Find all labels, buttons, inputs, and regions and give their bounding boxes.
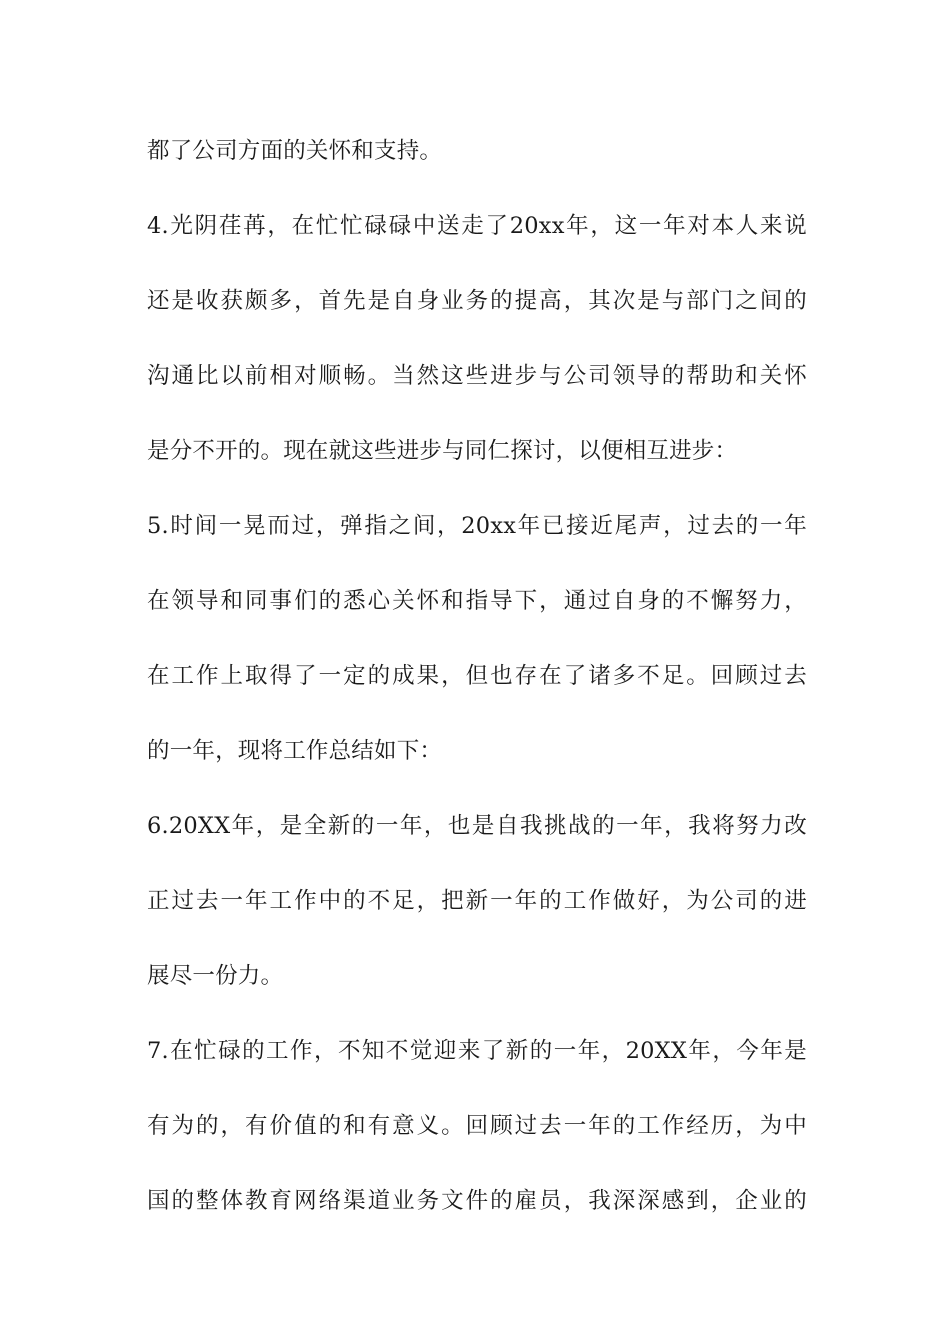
text-line: 6.20XX年，是全新的一年，也是自我挑战的一年，我将努力改 [147, 813, 807, 839]
text-line: 的一年，现将工作总结如下： [147, 738, 443, 764]
text-line: 7.在忙碌的工作，不知不觉迎来了新的一年，20XX年，今年是 [147, 1038, 807, 1064]
text-line: 有为的，有价值的和有意义。回顾过去一年的工作经历，为中 [147, 1113, 807, 1139]
text-line: 正过去一年工作中的不足，把新一年的工作做好，为公司的进 [147, 888, 807, 914]
text-line: 5.时间一晃而过，弹指之间，20xx年已接近尾声，过去的一年 [147, 513, 807, 539]
text-line: 展尽一份力。 [147, 963, 284, 989]
text-line: 都了公司方面的关怀和支持。 [147, 138, 443, 164]
text-line: 是分不开的。现在就这些进步与同仁探讨，以便相互进步： [147, 438, 738, 464]
text-line: 4.光阴荏苒，在忙忙碌碌中送走了20xx年，这一年对本人来说 [147, 213, 807, 239]
text-line: 国的整体教育网络渠道业务文件的雇员，我深深感到，企业的 [147, 1188, 807, 1214]
text-line: 在领导和同事们的悉心关怀和指导下，通过自身的不懈努力， [147, 588, 807, 614]
text-line: 沟通比以前相对顺畅。当然这些进步与公司领导的帮助和关怀 [147, 363, 807, 389]
text-line: 还是收获颇多，首先是自身业务的提高，其次是与部门之间的 [147, 288, 807, 314]
text-line: 在工作上取得了一定的成果，但也存在了诸多不足。回顾过去 [147, 663, 807, 689]
